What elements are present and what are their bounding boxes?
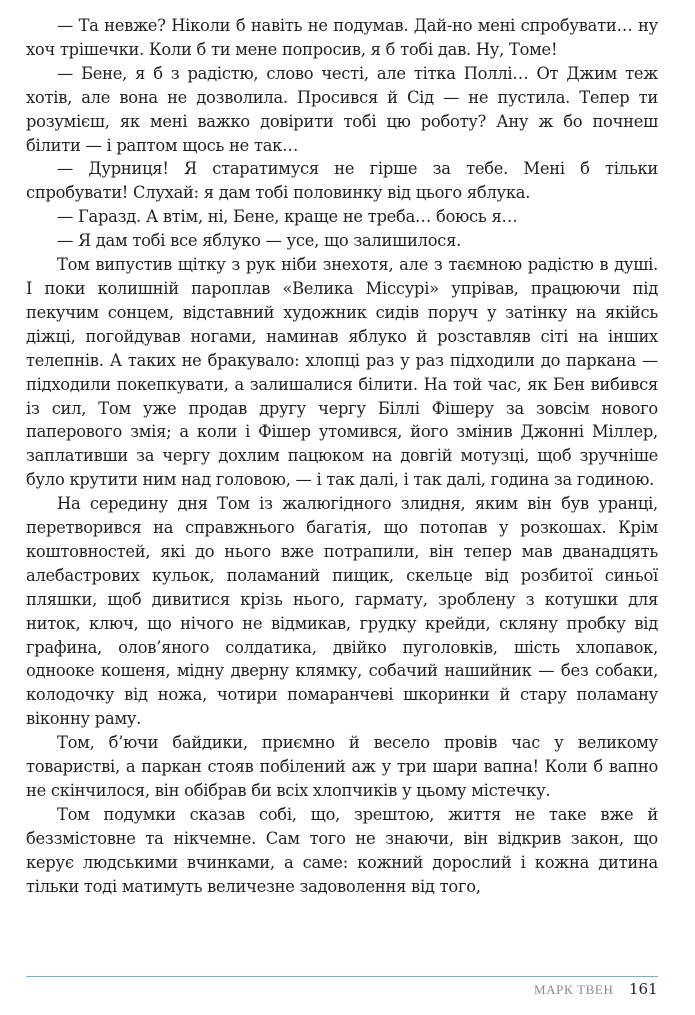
paragraph-2: — Бене, я б з радістю, слово честі, але тітка Поллі… От Джим теж хотів, але вона не дозволила. Просився й Сід — не пустила. Тепер ти розумієш, як мені важко довірити тобі цю роботу? Ану ж бо почнеш білити — і раптом щось не так…: [26, 63, 658, 155]
footer-rule: [26, 976, 658, 977]
paragraph-4: — Гаразд. А втім, ні, Бене, краще не треба… боюсь я…: [57, 207, 518, 227]
paragraph-5: — Я дам тобі все яблуко — усе, що залишилося.: [57, 231, 462, 251]
paragraph-7: На середину дня Том із жалюгідного злидня, яким він був уранці, перетворився на справжнього багатія, що потопав у розкошах. Крім коштовностей, які до нього вже потрапили, він тепер мав дванадцять алебастрових кульок, поламаний пищик, скельце від розбитої синьої пляшки, щоб дивитися крізь нього, гармату, зроблену з котушки для ниток, ключ, що нічого не відмикав, грудку крейди, скляну пробку від графина, олов’яного солдатика, двійко пуголовків, шість хлопавок, одноокe кошеня, мідну дверну клямку, собачий нашийник — без собаки, колодочку від ножа, чотири помаранчеві шкоринки й стару поламану віконну раму.: [26, 494, 658, 729]
paragraph-6: Том випустив щітку з рук ніби знехотя, але з таємною радістю в душі. І поки колишній пароплав «Велика Міссурі» упрівав, працюючи під пекучим сонцем, відставний художник сидів поруч у затінку на якійсь діжці, погойдував ногами, наминав яблуко й розставляв сіті на інших телепнів. А таких не бракувало: хлопці раз у раз підходили до паркана — підходили покепкувати, а залишалися білити. На той час, як Бен вибився із сил, Том уже продав другу чергу Біллі Фішеру за зовсім нового паперового змія; а коли і Фішер утомився, його змінив Джонні Міллер, заплативши за чергу дохлим пацюком на довгій мотузці, щоб зручніше було крутити ним над головою, — і так далі, і так далі, година за годиною.: [26, 255, 658, 490]
paragraph-8: Том, б’ючи байдики, приємно й весело провів час у великому товаристві, а паркан стояв побілений аж у три шари вапна! Коли б вапно не скінчилося, він обібрав би всіх хлопчиків у цьому містечку.: [26, 733, 658, 800]
running-footer-author: МАРК ТВЕН: [534, 982, 614, 997]
paragraph-3: — Дурниця! Я старатимуся не гірше за тебе. Мені б тільки спробувати! Слухай: я дам тобі половинку від цього яблука.: [26, 159, 658, 203]
paragraph-1: — Та невже? Ніколи б навіть не подумав. Дай-но мені спробувати… ну хоч трішечки. Коли б ти мене попросив, я б тобі дав. Ну, Томе!: [26, 16, 658, 59]
page-number: 161: [629, 980, 658, 998]
paragraph-9: Том подумки сказав собі, що, зрештою, життя не таке вже й беззмістовне та нікчемне. Сам того не знаючи, він відкрив закон, що керує людськими вчинками, а саме: кожний дорослий і кожна дитина тільки тоді матимуть величезне задоволення від того,: [26, 804, 658, 896]
body-text: [26, 14, 658, 899]
